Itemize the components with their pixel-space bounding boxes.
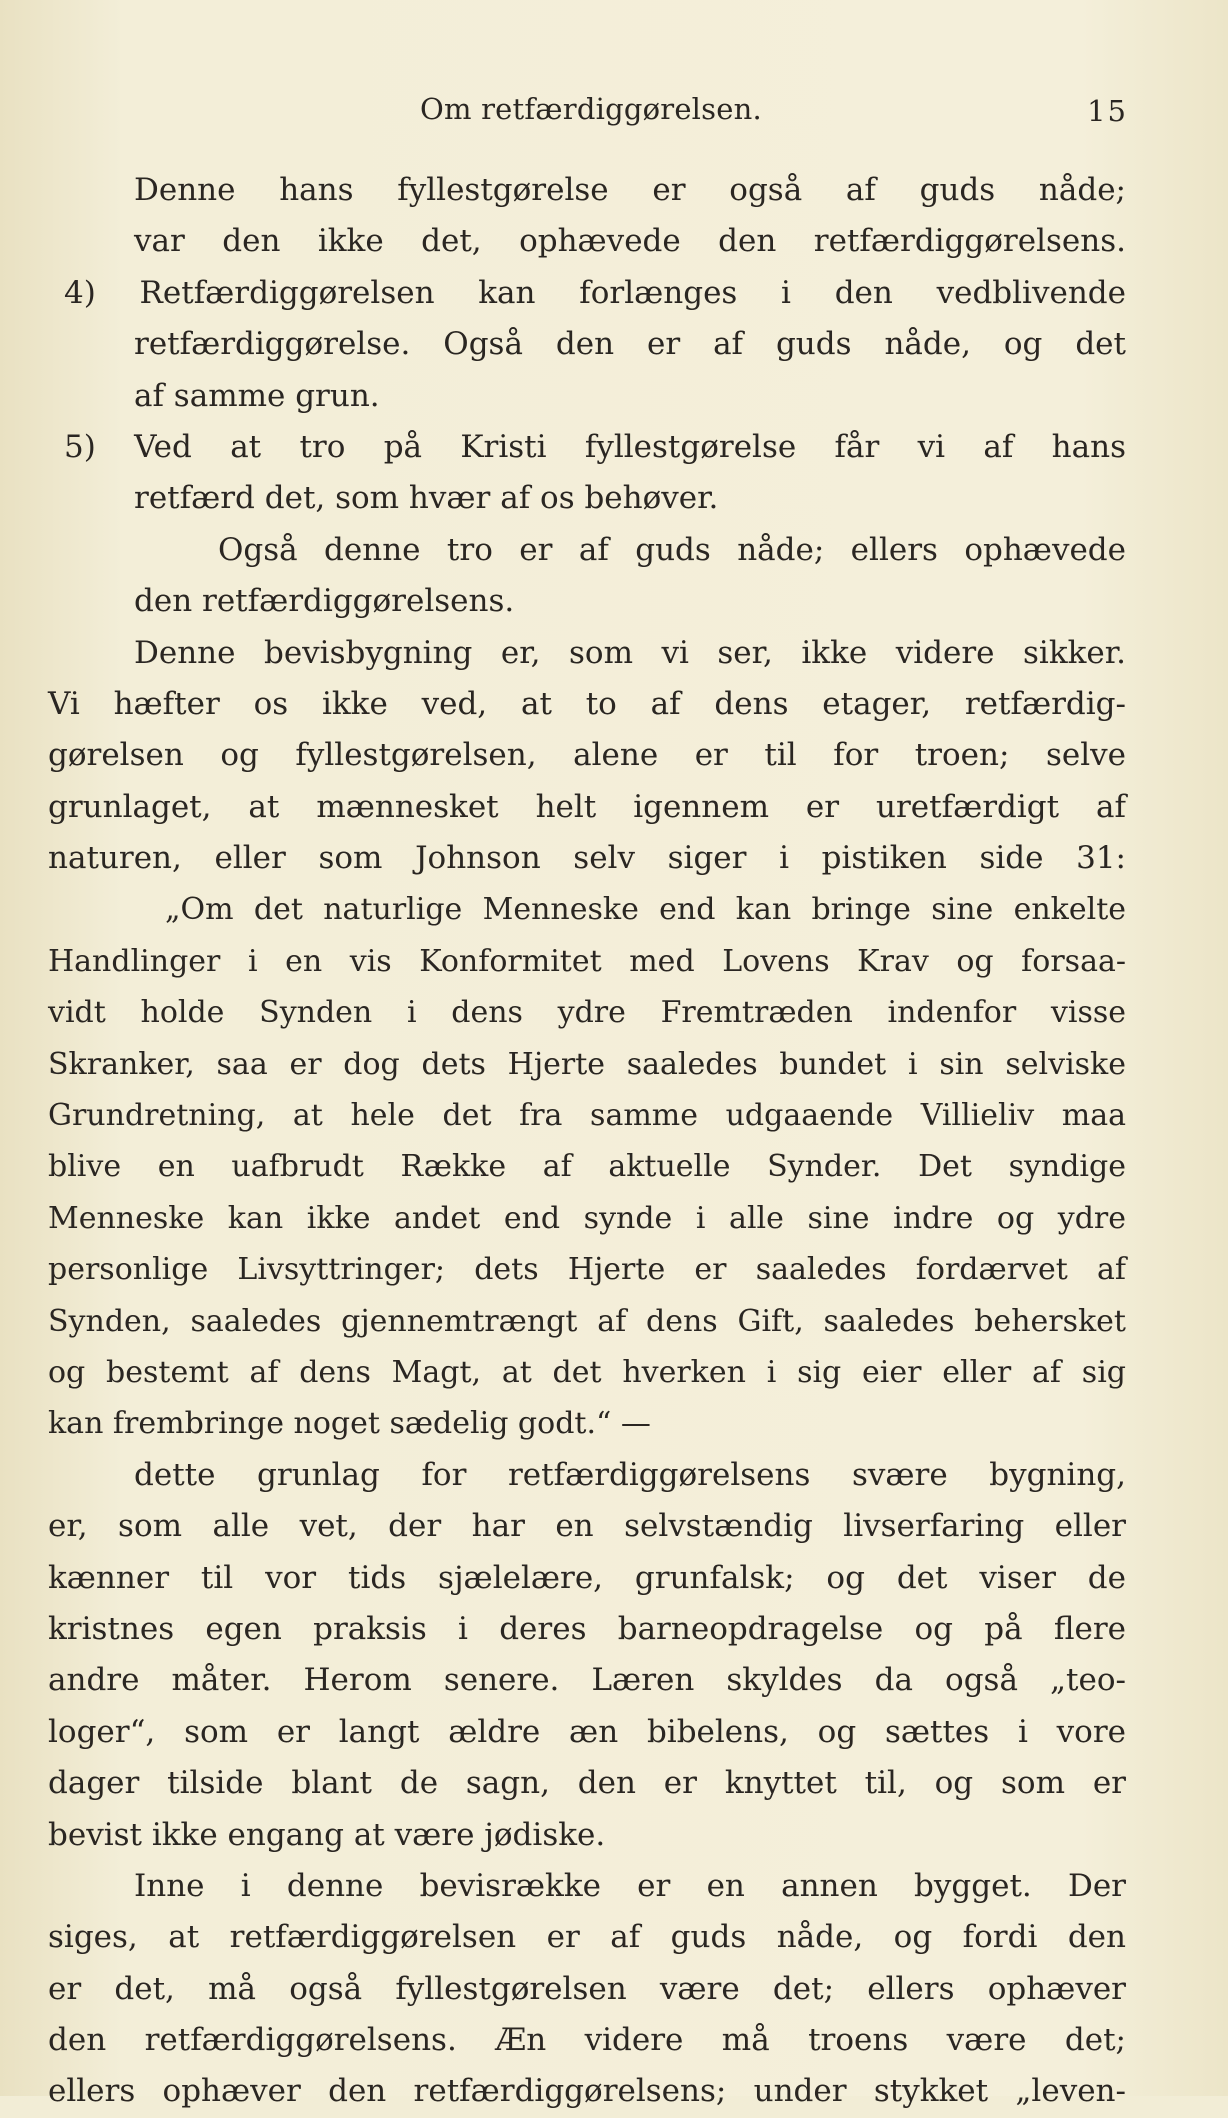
page-header	[0, 92, 1228, 132]
text-line: kristnes egen praksis i deres barneopdragelse og på flere	[48, 1610, 1126, 1647]
text-line: Inne i denne bevisrække er en annen bygget. Der	[134, 1867, 1126, 1904]
quote-line: vidt holde Synden i dens ydre Fremtræden indenfor visse	[48, 995, 1126, 1031]
text-line: Denne hans fyllestgørelse er også af guds nåde;	[134, 172, 1126, 208]
quote-line: Menneske kan ikke andet end synde i alle sine indre og ydre	[48, 1200, 1126, 1236]
quote-line: personlige Livsyttringer; dets Hjerte er saaledes fordærvet af	[48, 1252, 1126, 1288]
text-line: retfærd det, som hvær af os behøver.	[134, 480, 719, 517]
text-line: er, som alle vet, der har en selvstændig livserfaring eller	[48, 1508, 1126, 1545]
body-text	[48, 165, 1126, 2118]
list-item-4-line: 4) Retfærdiggørelsen kan forlænges i den vedblivende	[64, 274, 1126, 311]
quote-line: og bestemt af dens Magt, at det hverken i sig eier eller af sig	[48, 1354, 1126, 1390]
text-line: dager tilside blant de sagn, den er knyttet til, og som er	[48, 1765, 1126, 1802]
text-line: den retfærdiggørelsens.	[134, 583, 515, 620]
text-line: Også denne tro er af guds nåde; ellers ophævede	[218, 531, 1126, 568]
text-line: var den ikke det, ophævede den retfærdiggørelsens.	[134, 223, 1126, 260]
text-line: er det, må også fyllestgørelsen være det; ellers ophæver	[48, 1970, 1126, 2007]
text-line: grunlaget, at mænnesket helt igennem er uretfærdigt af	[48, 788, 1126, 825]
quote-line: „Om det naturlige Menneske end kan bringe sine enkelte	[165, 892, 1126, 928]
quote-line: Grundretning, at hele det fra samme udgaaende Villieliv maa	[48, 1098, 1126, 1134]
quote-line: kan frembringe noget sædelig godt.“ —	[48, 1406, 651, 1442]
quote-line: Skranker, saa er dog dets Hjerte saaledes bundet i sin selviske	[48, 1046, 1126, 1082]
quote-line: blive en uafbrudt Række af aktuelle Synder. Det syndige	[48, 1149, 1126, 1185]
quotation-block	[48, 884, 1126, 1449]
text-line: andre måter. Herom senere. Læren skyldes da også „teo-	[48, 1662, 1126, 1699]
text-line: gørelsen og fyllestgørelsen, alene er til for troen; selve	[48, 737, 1126, 774]
text-line: dette grunlag for retfærdiggørelsens svære bygning,	[134, 1456, 1126, 1493]
text-line: loger“, som er langt ældre æn bibelens, og sættes i vore	[48, 1713, 1126, 1750]
text-line: af samme grun.	[134, 377, 380, 414]
text-line: Denne bevisbygning er, som vi ser, ikke videre sikker.	[134, 634, 1126, 671]
text-line: naturen, eller som Johnson selv siger i pistiken side 31:	[48, 840, 1126, 877]
text-line: kænner til vor tids sjælelære, grunfalsk; og det viser de	[48, 1559, 1126, 1596]
text-line: retfærdiggørelse. Også den er af guds nåde, og det	[134, 326, 1126, 363]
text-line: den retfærdiggørelsens. Æn videre må troens være det;	[48, 2022, 1126, 2059]
text-line: siges, at retfærdiggørelsen er af guds nåde, og fordi den	[48, 1919, 1126, 1956]
quote-line: Handlinger i en vis Konformitet med Lovens Krav og forsaa-	[48, 943, 1126, 979]
running-title: Om retfærdiggørelsen.	[420, 92, 762, 126]
list-item-5-line: 5) Ved at tro på Kristi fyllestgørelse får vi af hans	[64, 428, 1126, 465]
text-line: ellers ophæver den retfærdiggørelsens; under stykket „leven-	[48, 2073, 1126, 2110]
page-number: 15	[1087, 94, 1128, 128]
text-line: Vi hæfter os ikke ved, at to af dens etager, retfærdig-	[48, 685, 1126, 722]
quote-line: Synden, saaledes gjennemtrængt af dens Gift, saaledes behersket	[48, 1303, 1126, 1339]
text-line: bevist ikke engang at være jødiske.	[48, 1816, 606, 1853]
